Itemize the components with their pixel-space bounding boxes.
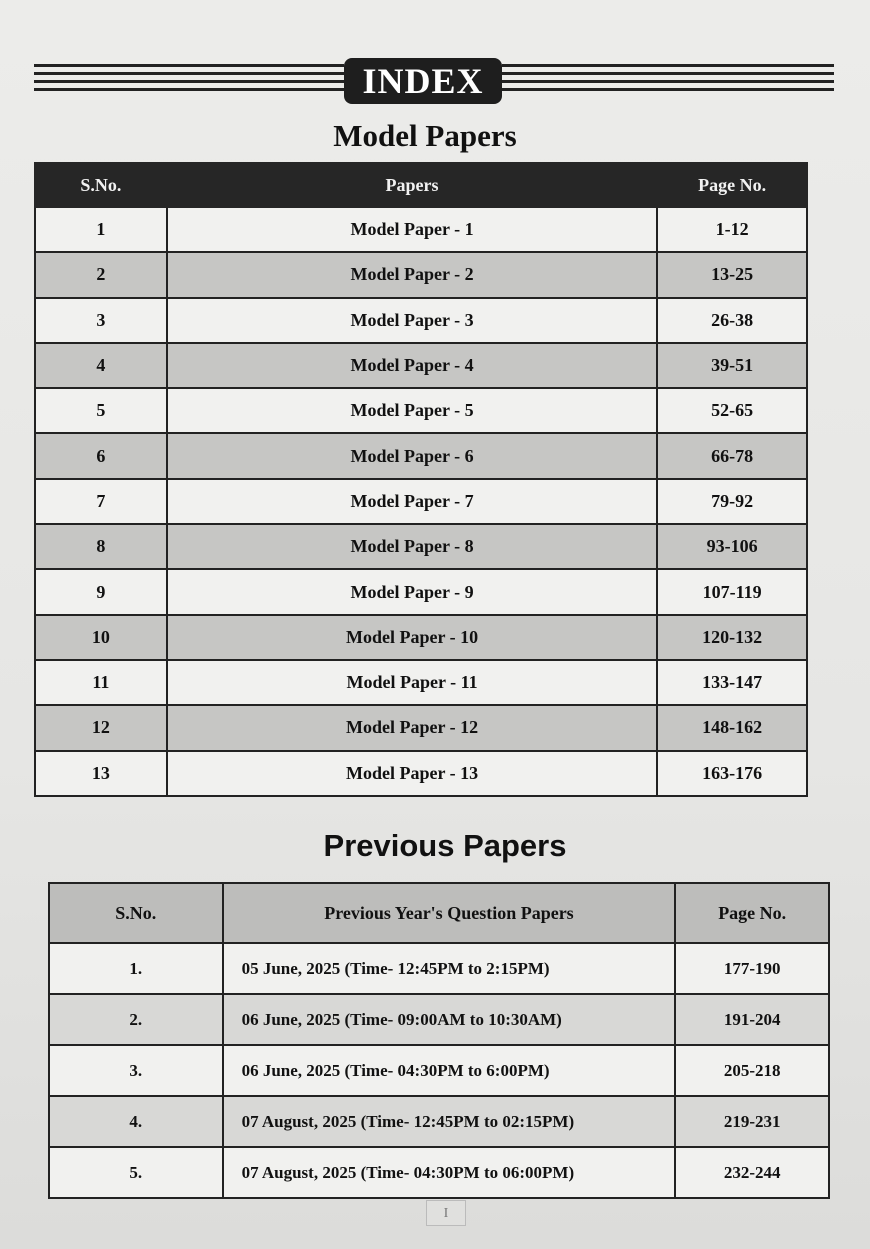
row-page: 107-119 xyxy=(657,569,807,614)
row-page: 219-231 xyxy=(675,1096,829,1147)
column-header-papers: Previous Year's Question Papers xyxy=(223,883,676,943)
row-sno: 5. xyxy=(49,1147,223,1198)
table-row xyxy=(49,1147,829,1198)
table-row xyxy=(35,660,807,705)
table-row xyxy=(35,298,807,343)
row-paper: Model Paper - 2 xyxy=(167,252,658,297)
row-page: 177-190 xyxy=(675,943,829,994)
table-row xyxy=(35,569,807,614)
row-paper: 05 June, 2025 (Time- 12:45PM to 2:15PM) xyxy=(223,943,676,994)
previous-papers-table xyxy=(48,882,830,1199)
row-paper: Model Paper - 13 xyxy=(167,751,658,796)
row-page: 79-92 xyxy=(657,479,807,524)
row-page: 191-204 xyxy=(675,994,829,1045)
row-page: 148-162 xyxy=(657,705,807,750)
row-sno: 2. xyxy=(49,994,223,1045)
row-sno: 12 xyxy=(35,705,167,750)
row-sno: 6 xyxy=(35,433,167,478)
table-row xyxy=(49,1045,829,1096)
row-paper: Model Paper - 3 xyxy=(167,298,658,343)
index-header xyxy=(34,58,834,104)
row-paper: Model Paper - 1 xyxy=(167,207,658,252)
row-sno: 11 xyxy=(35,660,167,705)
column-header-sno: S.No. xyxy=(35,163,167,207)
row-sno: 5 xyxy=(35,388,167,433)
table-header-row xyxy=(35,163,807,207)
row-sno: 3 xyxy=(35,298,167,343)
row-paper: Model Paper - 10 xyxy=(167,615,658,660)
column-header-sno: S.No. xyxy=(49,883,223,943)
row-paper: Model Paper - 11 xyxy=(167,660,658,705)
row-paper: Model Paper - 4 xyxy=(167,343,658,388)
row-sno: 4. xyxy=(49,1096,223,1147)
column-header-page: Page No. xyxy=(675,883,829,943)
row-sno: 7 xyxy=(35,479,167,524)
row-page: 133-147 xyxy=(657,660,807,705)
row-page: 93-106 xyxy=(657,524,807,569)
row-sno: 1 xyxy=(35,207,167,252)
row-page: 232-244 xyxy=(675,1147,829,1198)
table-row xyxy=(49,943,829,994)
model-papers-table xyxy=(34,162,808,797)
table-row xyxy=(35,343,807,388)
row-paper: Model Paper - 9 xyxy=(167,569,658,614)
table-row xyxy=(35,705,807,750)
table-row xyxy=(35,751,807,796)
table-row xyxy=(49,1096,829,1147)
row-page: 1-12 xyxy=(657,207,807,252)
decorative-rules-left xyxy=(34,64,344,98)
row-sno: 3. xyxy=(49,1045,223,1096)
row-paper: 07 August, 2025 (Time- 12:45PM to 02:15PM) xyxy=(223,1096,676,1147)
row-paper: Model Paper - 8 xyxy=(167,524,658,569)
table-row xyxy=(35,615,807,660)
row-paper: Model Paper - 12 xyxy=(167,705,658,750)
row-paper: 06 June, 2025 (Time- 09:00AM to 10:30AM) xyxy=(223,994,676,1045)
row-sno: 4 xyxy=(35,343,167,388)
row-page: 120-132 xyxy=(657,615,807,660)
table-header-row xyxy=(49,883,829,943)
row-sno: 13 xyxy=(35,751,167,796)
row-sno: 10 xyxy=(35,615,167,660)
table-row xyxy=(35,207,807,252)
row-page: 66-78 xyxy=(657,433,807,478)
table-row xyxy=(49,994,829,1045)
row-sno: 9 xyxy=(35,569,167,614)
table-row xyxy=(35,388,807,433)
row-page: 39-51 xyxy=(657,343,807,388)
row-page: 26-38 xyxy=(657,298,807,343)
table-row xyxy=(35,524,807,569)
row-page: 52-65 xyxy=(657,388,807,433)
row-paper: 06 June, 2025 (Time- 04:30PM to 6:00PM) xyxy=(223,1045,676,1096)
row-page: 13-25 xyxy=(657,252,807,297)
row-paper: 07 August, 2025 (Time- 04:30PM to 06:00PM) xyxy=(223,1147,676,1198)
table-row xyxy=(35,433,807,478)
row-sno: 1. xyxy=(49,943,223,994)
decorative-rules-right xyxy=(502,64,834,98)
index-title: INDEX xyxy=(344,58,502,104)
row-paper: Model Paper - 6 xyxy=(167,433,658,478)
row-paper: Model Paper - 7 xyxy=(167,479,658,524)
row-paper: Model Paper - 5 xyxy=(167,388,658,433)
column-header-page: Page No. xyxy=(657,163,807,207)
table-row xyxy=(35,479,807,524)
row-page: 163-176 xyxy=(657,751,807,796)
row-sno: 2 xyxy=(35,252,167,297)
model-papers-title: Model Papers xyxy=(333,118,517,153)
table-row xyxy=(35,252,807,297)
page-number: I xyxy=(426,1200,466,1226)
column-header-papers: Papers xyxy=(167,163,658,207)
previous-papers-title: Previous Papers xyxy=(323,828,567,863)
row-sno: 8 xyxy=(35,524,167,569)
row-page: 205-218 xyxy=(675,1045,829,1096)
